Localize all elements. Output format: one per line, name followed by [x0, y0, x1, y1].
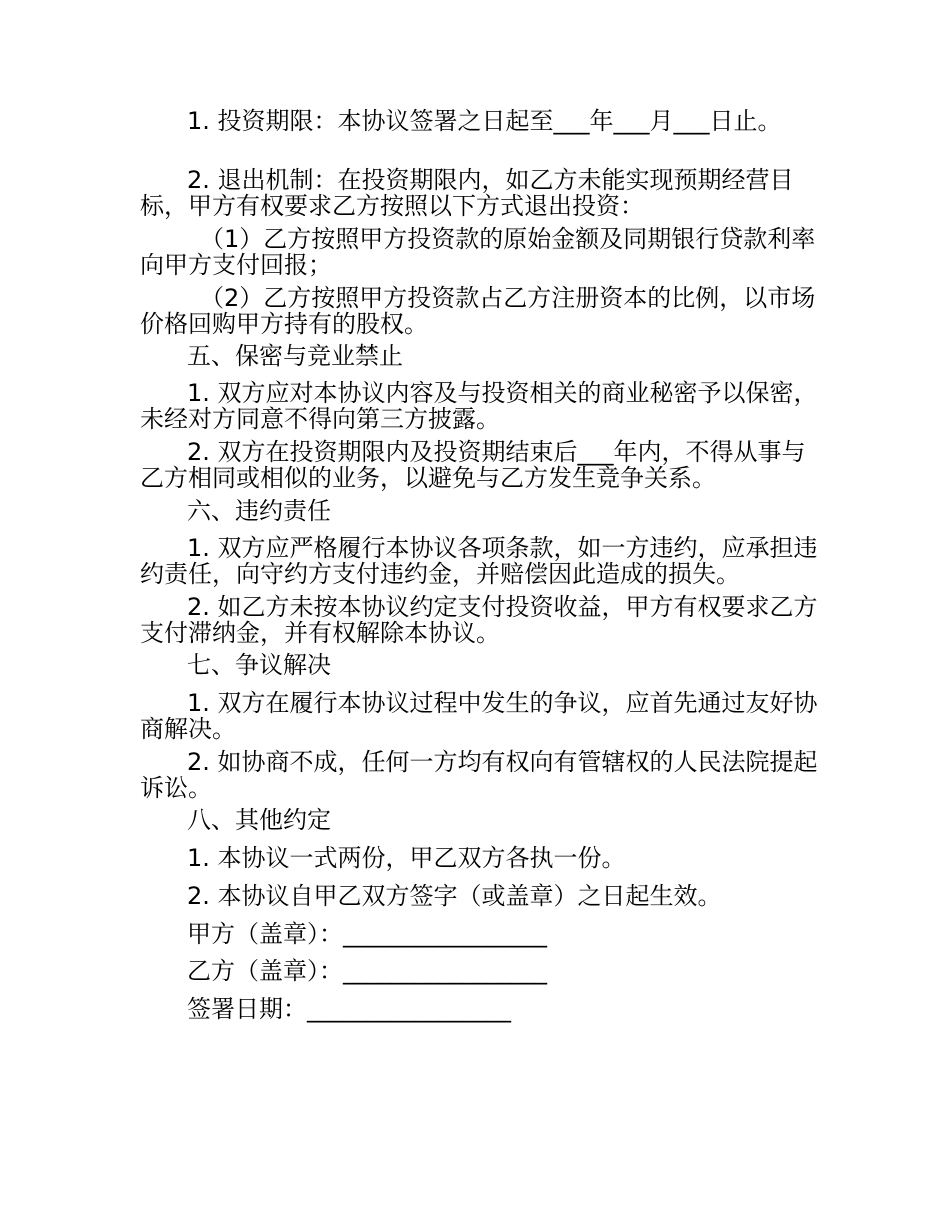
section-heading-confidentiality: 五、保密与竞业禁止 — [187, 342, 403, 370]
clause-non-compete: 2. 双方在投资期限内及投资期结束后___年内，不得从事与乙方相同或相似的业务，以避免与乙方发生竞争关系。 — [140, 438, 806, 492]
clause-dispute-litigation: 2. 如协商不成，任何一方均有权向有管辖权的人民法院提起诉讼。 — [140, 748, 818, 802]
section-heading-dispute: 七、争议解决 — [187, 651, 331, 679]
clause-effective: 2. 本协议自甲乙双方签字（或盖章）之日起生效。 — [187, 882, 722, 910]
clause-exit-option-2: （2）乙方按照甲方投资款占乙方注册资本的比例，以市场价格回购甲方持有的股权。 — [140, 284, 816, 338]
clause-investment-term: 1. 投资期限：本协议签署之日起至___年___月___日止。 — [187, 107, 782, 135]
clause-breach-liability: 1. 双方应严格履行本协议各项条款，如一方违约，应承担违约责任，向守约方支付违约金，并赔偿因此造成的损失。 — [140, 534, 818, 588]
signature-party-a: 甲方（盖章）：_________________ — [187, 920, 547, 948]
section-heading-other: 八、其他约定 — [187, 806, 331, 834]
signature-date: 签署日期：_________________ — [187, 995, 511, 1023]
clause-confidentiality: 1. 双方应对本协议内容及与投资相关的商业秘密予以保密，未经对方同意不得向第三方披露。 — [140, 379, 818, 433]
clause-dispute-negotiation: 1. 双方在履行本协议过程中发生的争议，应首先通过友好协商解决。 — [140, 689, 818, 743]
signature-party-b: 乙方（盖章）：_________________ — [187, 957, 547, 985]
clause-late-payment: 2. 如乙方未按本协议约定支付投资收益，甲方有权要求乙方支付滞纳金，并有权解除本协议。 — [140, 593, 818, 647]
clause-exit-mechanism: 2. 退出机制：在投资期限内，如乙方未能实现预期经营目标，甲方有权要求乙方按照以下方式退出投资： — [140, 166, 794, 220]
clause-exit-option-1: （1）乙方按照甲方投资款的原始金额及同期银行贷款利率向甲方支付回报； — [140, 225, 816, 279]
section-heading-breach: 六、违约责任 — [187, 497, 331, 525]
clause-copies: 1. 本协议一式两份，甲乙双方各执一份。 — [187, 844, 626, 872]
